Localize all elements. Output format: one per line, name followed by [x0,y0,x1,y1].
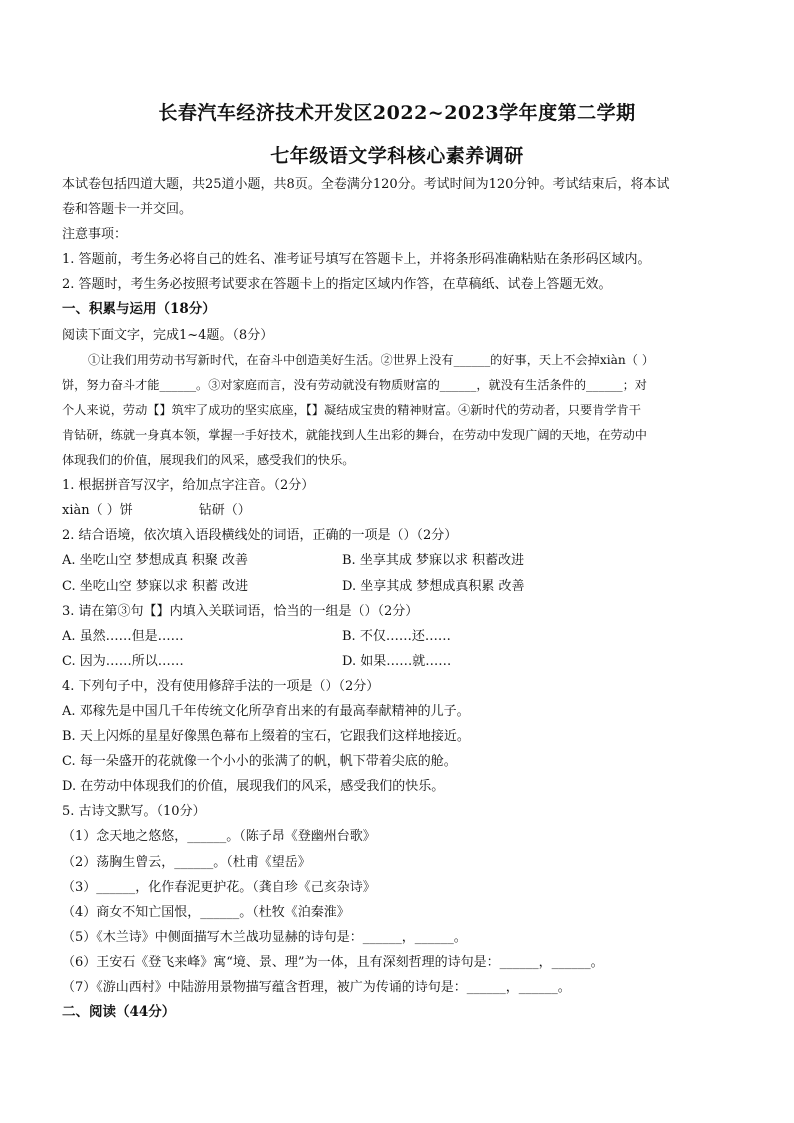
question-1-items [62,498,752,523]
q4-option-d: D. 在劳动中体现我们的价值，展现我们的风采，感受我们的快乐。 [62,779,445,795]
intro-line: 卷和答题卡一并交回。 [62,202,193,218]
passage-line: 体现我们的价值，展现我们的风采，感受我们的快乐。 [62,453,355,468]
q5-item-5: （5）《木兰诗》中侧面描写木兰战功显赫的诗句是：______，______。 [62,929,467,945]
q1-annotate-item: 钻研（） [198,503,251,519]
question-2-options-row [62,574,752,599]
q3-option-d: D. 如果……就…… [342,653,452,669]
passage-line: 肯钻研，练就一身真本领，掌握一手好技术，就能找到人生出彩的舞台，在劳动中发现广阔的天地，在劳动中 [62,427,647,442]
q2-option-c: C. 坐吃山空 梦寐以求 积蓄 改进 [62,578,249,594]
q5-item-6: （6）王安石《登飞来峰》寓“境、景、理”为一体，且有深刻哲理的诗句是：______，______。 [62,954,604,970]
q5-item-2: （2）荡胸生曾云，______。（杜甫《望岳》 [62,854,311,870]
question-4: 4. 下列句子中，没有使用修辞手法的一项是（）（2分） [62,678,380,694]
q4-option-a: A. 邓稼先是中国几千年传统文化所孕育出来的有最高奉献精神的儿子。 [62,703,470,719]
q5-item-4: （4）商女不知亡国恨，______。（杜牧《泊秦淮》 [62,904,350,920]
passage-line: 饼，努力奋斗才能______。③对家庭而言，没有劳动就没有物质财富的______，就没有生活条件的______；对 [62,377,647,392]
section-2-heading: 二、阅读（44分） [62,1004,176,1021]
q5-item-1: （1）念天地之悠悠，______。（陈子昂《登幽州台歌》 [62,829,376,845]
reading-lead: 阅读下面文字，完成1~4题。（8分） [62,327,274,343]
q2-option-b: B. 坐享其成 梦寐以求 积蓄改进 [342,553,525,569]
q5-item-7: （7）《游山西村》中陆游用景物描写蕴含哲理，被广为传诵的诗句是：______，______。 [62,980,571,995]
q1-pinyin-item: xiàn（ ）饼 [62,503,133,519]
q2-option-d: D. 坐享其成 梦想成真积累 改善 [342,578,525,594]
question-2-options-row [62,548,752,573]
q3-option-b: B. 不仅……还…… [342,628,451,644]
question-5: 5. 古诗文默写。（10分） [62,804,206,820]
q4-option-c: C. 每一朵盛开的花就像一个小小的张满了的帆，帆下带着尖底的舱。 [62,754,457,770]
question-3-options-row [62,649,752,674]
notice-item-1: 1. 答题前，考生务必将自己的姓名、准考证号填写在答题卡上，并将条形码准确粘贴在条形码区域内。 [62,252,651,268]
exam-content [62,172,752,1025]
q4-option-b: B. 天上闪烁的星星好像黑色幕布上缀着的宝石，它跟我们这样地接近。 [62,729,470,745]
exam-title-line2: 七年级语文学科核心素养调研 [270,145,524,167]
question-1: 1. 根据拼音写汉字，给加点字注音。（2分） [62,478,315,494]
notice-item-2: 2. 答题时，考生务必按照考试要求在答题卡上的指定区域内作答，在草稿纸、试卷上答题无效。 [62,277,612,293]
section-1-heading: 一、积累与运用（18分） [62,301,216,318]
passage-line: ①让我们用劳动书写新时代，在奋斗中创造美好生活。②世界上没有______的好事，天上不会掉xiàn（ ） [88,352,655,367]
question-3-options-row [62,624,752,649]
passage-line: 个人来说，劳动【】筑牢了成功的坚实底座，【】凝结成宝贵的精神财富。④新时代的劳动者，只要肯学肯干 [62,402,641,417]
notice-heading: 注意事项： [62,227,128,243]
q5-item-3: （3）______，化作春泥更护花。（龚自珍《己亥杂诗》 [62,879,376,895]
q2-option-a: A. 坐吃山空 梦想成真 积聚 改善 [62,553,249,569]
intro-line: 本试卷包括四道大题，共25道小题，共8页。全卷满分120分。考试时间为120分钟。考试结束后，将本试 [62,177,670,192]
q3-option-a: A. 虽然……但是…… [62,628,184,644]
exam-title-line1: 长春汽车经济技术开发区2022~2023学年度第二学期 [158,102,636,124]
question-2: 2. 结合语境，依次填入语段横线处的词语，正确的一项是（）（2分） [62,528,458,544]
q3-option-c: C. 因为……所以…… [62,653,184,669]
question-3: 3. 请在第③句【】内填入关联词语，恰当的一组是（）（2分） [62,603,419,619]
